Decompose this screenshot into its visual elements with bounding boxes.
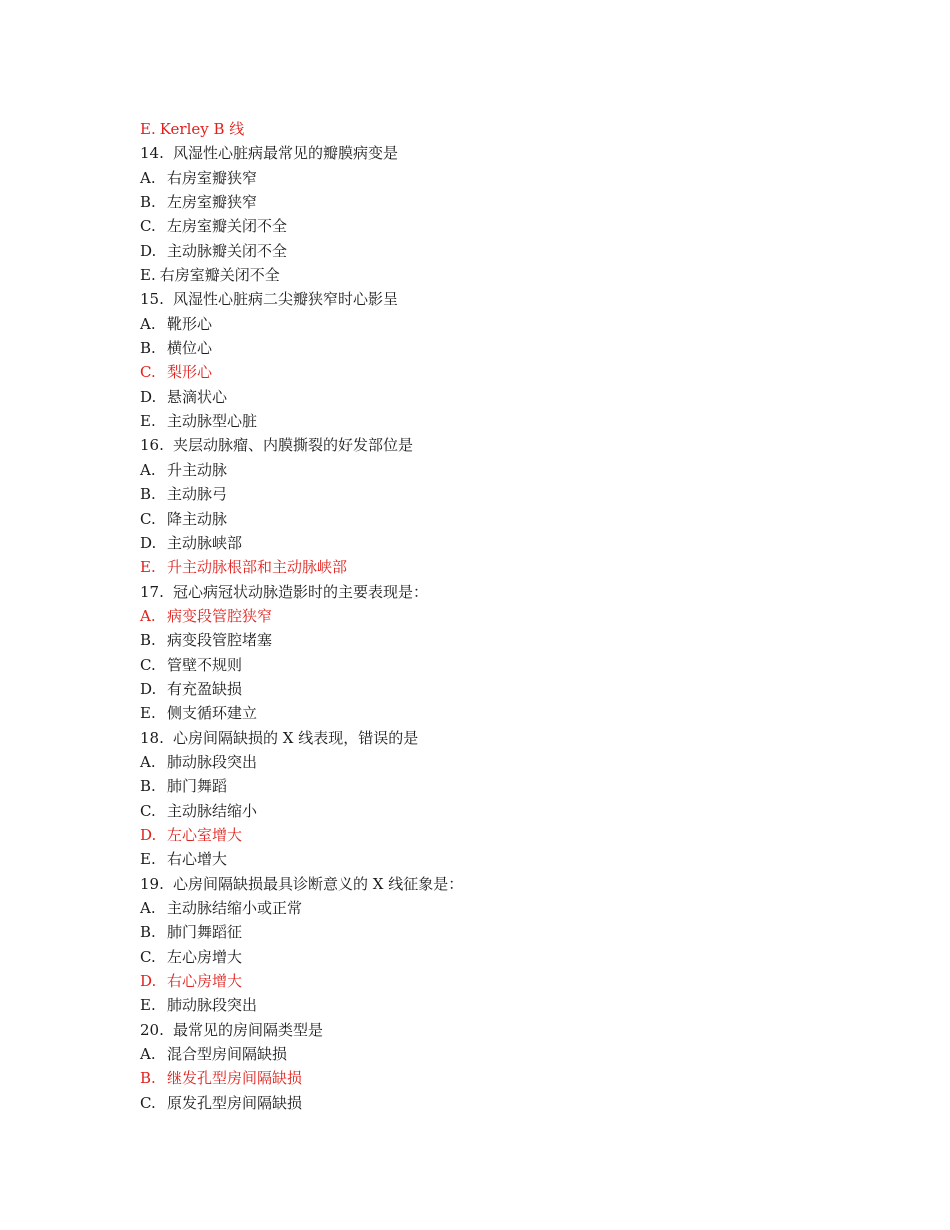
question-number: 16. <box>140 436 164 455</box>
option-label: A. <box>140 314 156 333</box>
option-label: D. <box>140 241 157 260</box>
question-text: 风湿性心脏病二尖瓣狭窄时心影呈 <box>173 290 399 309</box>
option-label: E. <box>140 850 156 869</box>
question-text: 风湿性心脏病最常见的瓣膜病变是 <box>173 144 399 163</box>
option-line <box>140 920 900 944</box>
question-text: 夹层动脉瘤、内膜撕裂的好发部位是 <box>173 436 414 455</box>
option-label: C. <box>140 217 156 236</box>
option-label: B. <box>140 485 156 504</box>
option-text: 左心室增大 <box>167 825 243 844</box>
option-label: E. <box>140 120 156 138</box>
option-text: 侧支循环建立 <box>167 704 258 723</box>
option-line <box>140 531 900 555</box>
option-label: D. <box>140 679 157 698</box>
option-line <box>140 1042 900 1066</box>
answer-option-line <box>140 117 900 141</box>
option-line <box>140 945 900 969</box>
question-line <box>140 433 900 457</box>
option-label: A. <box>140 899 156 917</box>
question-number: 18. <box>140 728 164 747</box>
question-text: 心房间隔缺损的 X 线表现，错误的是 <box>173 728 419 747</box>
option-text: 右房室瓣关闭不全 <box>159 266 280 285</box>
option-text: 横位心 <box>167 339 213 358</box>
option-label: A. <box>140 460 156 479</box>
answer-option-line <box>140 360 900 384</box>
option-text: 梨形心 <box>167 363 213 382</box>
question-number: 15. <box>140 290 164 309</box>
question-text: 最常见的房间隔类型是 <box>173 1020 324 1039</box>
option-line <box>140 312 900 336</box>
question-line <box>140 872 900 896</box>
answer-option-line <box>140 823 900 847</box>
option-label: C. <box>140 947 156 966</box>
option-line <box>140 774 900 798</box>
option-text: 左心房增大 <box>167 947 243 966</box>
option-text: 肺动脉段突出 <box>167 752 258 771</box>
option-line <box>140 701 900 725</box>
option-line <box>140 799 900 823</box>
option-text: 主动脉瓣关闭不全 <box>167 241 288 260</box>
option-label: A. <box>140 168 156 187</box>
option-line <box>140 409 900 433</box>
option-text: 有充盈缺损 <box>167 679 243 698</box>
question-line <box>140 580 900 604</box>
option-label: A. <box>140 752 156 771</box>
option-line <box>140 653 900 677</box>
option-text: 肺门舞蹈 <box>167 777 228 796</box>
question-number: 17. <box>140 582 164 601</box>
question-line <box>140 287 900 311</box>
question-number: 20. <box>140 1020 164 1039</box>
option-line <box>140 750 900 774</box>
question-text: 冠心病冠状动脉造影时的主要表现是： <box>173 582 429 601</box>
option-label: B. <box>140 631 156 650</box>
option-text: 降主动脉 <box>167 509 228 528</box>
option-line <box>140 190 900 214</box>
option-line <box>140 385 900 409</box>
option-label: B. <box>140 193 156 212</box>
question-number: 19. <box>140 874 164 893</box>
option-label: C. <box>140 1093 156 1112</box>
option-line <box>140 847 900 871</box>
answer-option-line <box>140 555 900 579</box>
option-label: E. <box>140 704 156 723</box>
option-label: B. <box>140 923 156 942</box>
option-label: D. <box>140 387 157 406</box>
option-label: E. <box>140 412 156 431</box>
option-text: 主动脉峡部 <box>167 533 243 552</box>
option-line <box>140 482 900 506</box>
option-text: 靴形心 <box>167 314 213 333</box>
exam-document <box>140 117 900 1115</box>
option-label: D. <box>140 825 157 844</box>
option-label: C. <box>140 363 156 382</box>
option-line <box>140 896 900 920</box>
option-label: E. <box>140 266 156 285</box>
option-label: C. <box>140 801 156 820</box>
option-label: A. <box>140 606 156 625</box>
option-line <box>140 336 900 360</box>
option-text: 主动脉型心脏 <box>167 412 258 431</box>
question-text: 心房间隔缺损最具诊断意义的 X 线征象是： <box>173 874 464 893</box>
answer-option-line <box>140 604 900 628</box>
option-label: C. <box>140 655 156 674</box>
question-line <box>140 1018 900 1042</box>
option-line <box>140 239 900 263</box>
option-text: 左房室瓣狭窄 <box>167 193 258 212</box>
option-text: 管壁不规则 <box>167 655 243 674</box>
question-number: 14. <box>140 144 164 163</box>
option-line <box>140 1091 900 1115</box>
option-line <box>140 263 900 287</box>
option-label: B. <box>140 339 156 358</box>
option-line <box>140 677 900 701</box>
option-text: 肺门舞蹈征 <box>167 923 243 942</box>
option-line <box>140 214 900 238</box>
option-label: E. <box>140 996 156 1015</box>
option-text: 右心房增大 <box>167 972 243 991</box>
option-label: D. <box>140 533 157 552</box>
option-label: B. <box>140 777 156 796</box>
option-label: C. <box>140 509 156 528</box>
option-label: B. <box>140 1069 156 1088</box>
option-text: 升主动脉根部和主动脉峡部 <box>167 558 348 577</box>
option-text: 右房室瓣狭窄 <box>167 168 258 187</box>
option-text: 病变段管腔狭窄 <box>167 606 273 625</box>
option-text: 主动脉结缩小 <box>167 801 258 820</box>
answer-option-line <box>140 969 900 993</box>
option-text: 左房室瓣关闭不全 <box>167 217 288 236</box>
answer-option-line <box>140 1066 900 1090</box>
option-label: A. <box>140 1045 156 1064</box>
option-text: 肺动脉段突出 <box>167 996 258 1015</box>
option-text: 原发孔型房间隔缺损 <box>167 1093 303 1112</box>
option-line <box>140 458 900 482</box>
option-line <box>140 166 900 190</box>
option-text: 主动脉弓 <box>167 485 228 504</box>
question-line <box>140 141 900 165</box>
option-label: D. <box>140 972 157 991</box>
option-text: 升主动脉 <box>167 460 228 479</box>
option-text: 继发孔型房间隔缺损 <box>167 1069 303 1088</box>
option-text: 主动脉结缩小或正常 <box>167 899 303 917</box>
option-line <box>140 993 900 1017</box>
option-text: 混合型房间隔缺损 <box>167 1045 288 1064</box>
question-line <box>140 726 900 750</box>
option-text: 右心增大 <box>167 850 228 869</box>
option-label: E. <box>140 558 156 577</box>
option-text: Kerley B 线 <box>159 120 245 138</box>
option-text: 悬滴状心 <box>167 387 228 406</box>
option-line <box>140 628 900 652</box>
option-line <box>140 507 900 531</box>
option-text: 病变段管腔堵塞 <box>167 631 273 650</box>
